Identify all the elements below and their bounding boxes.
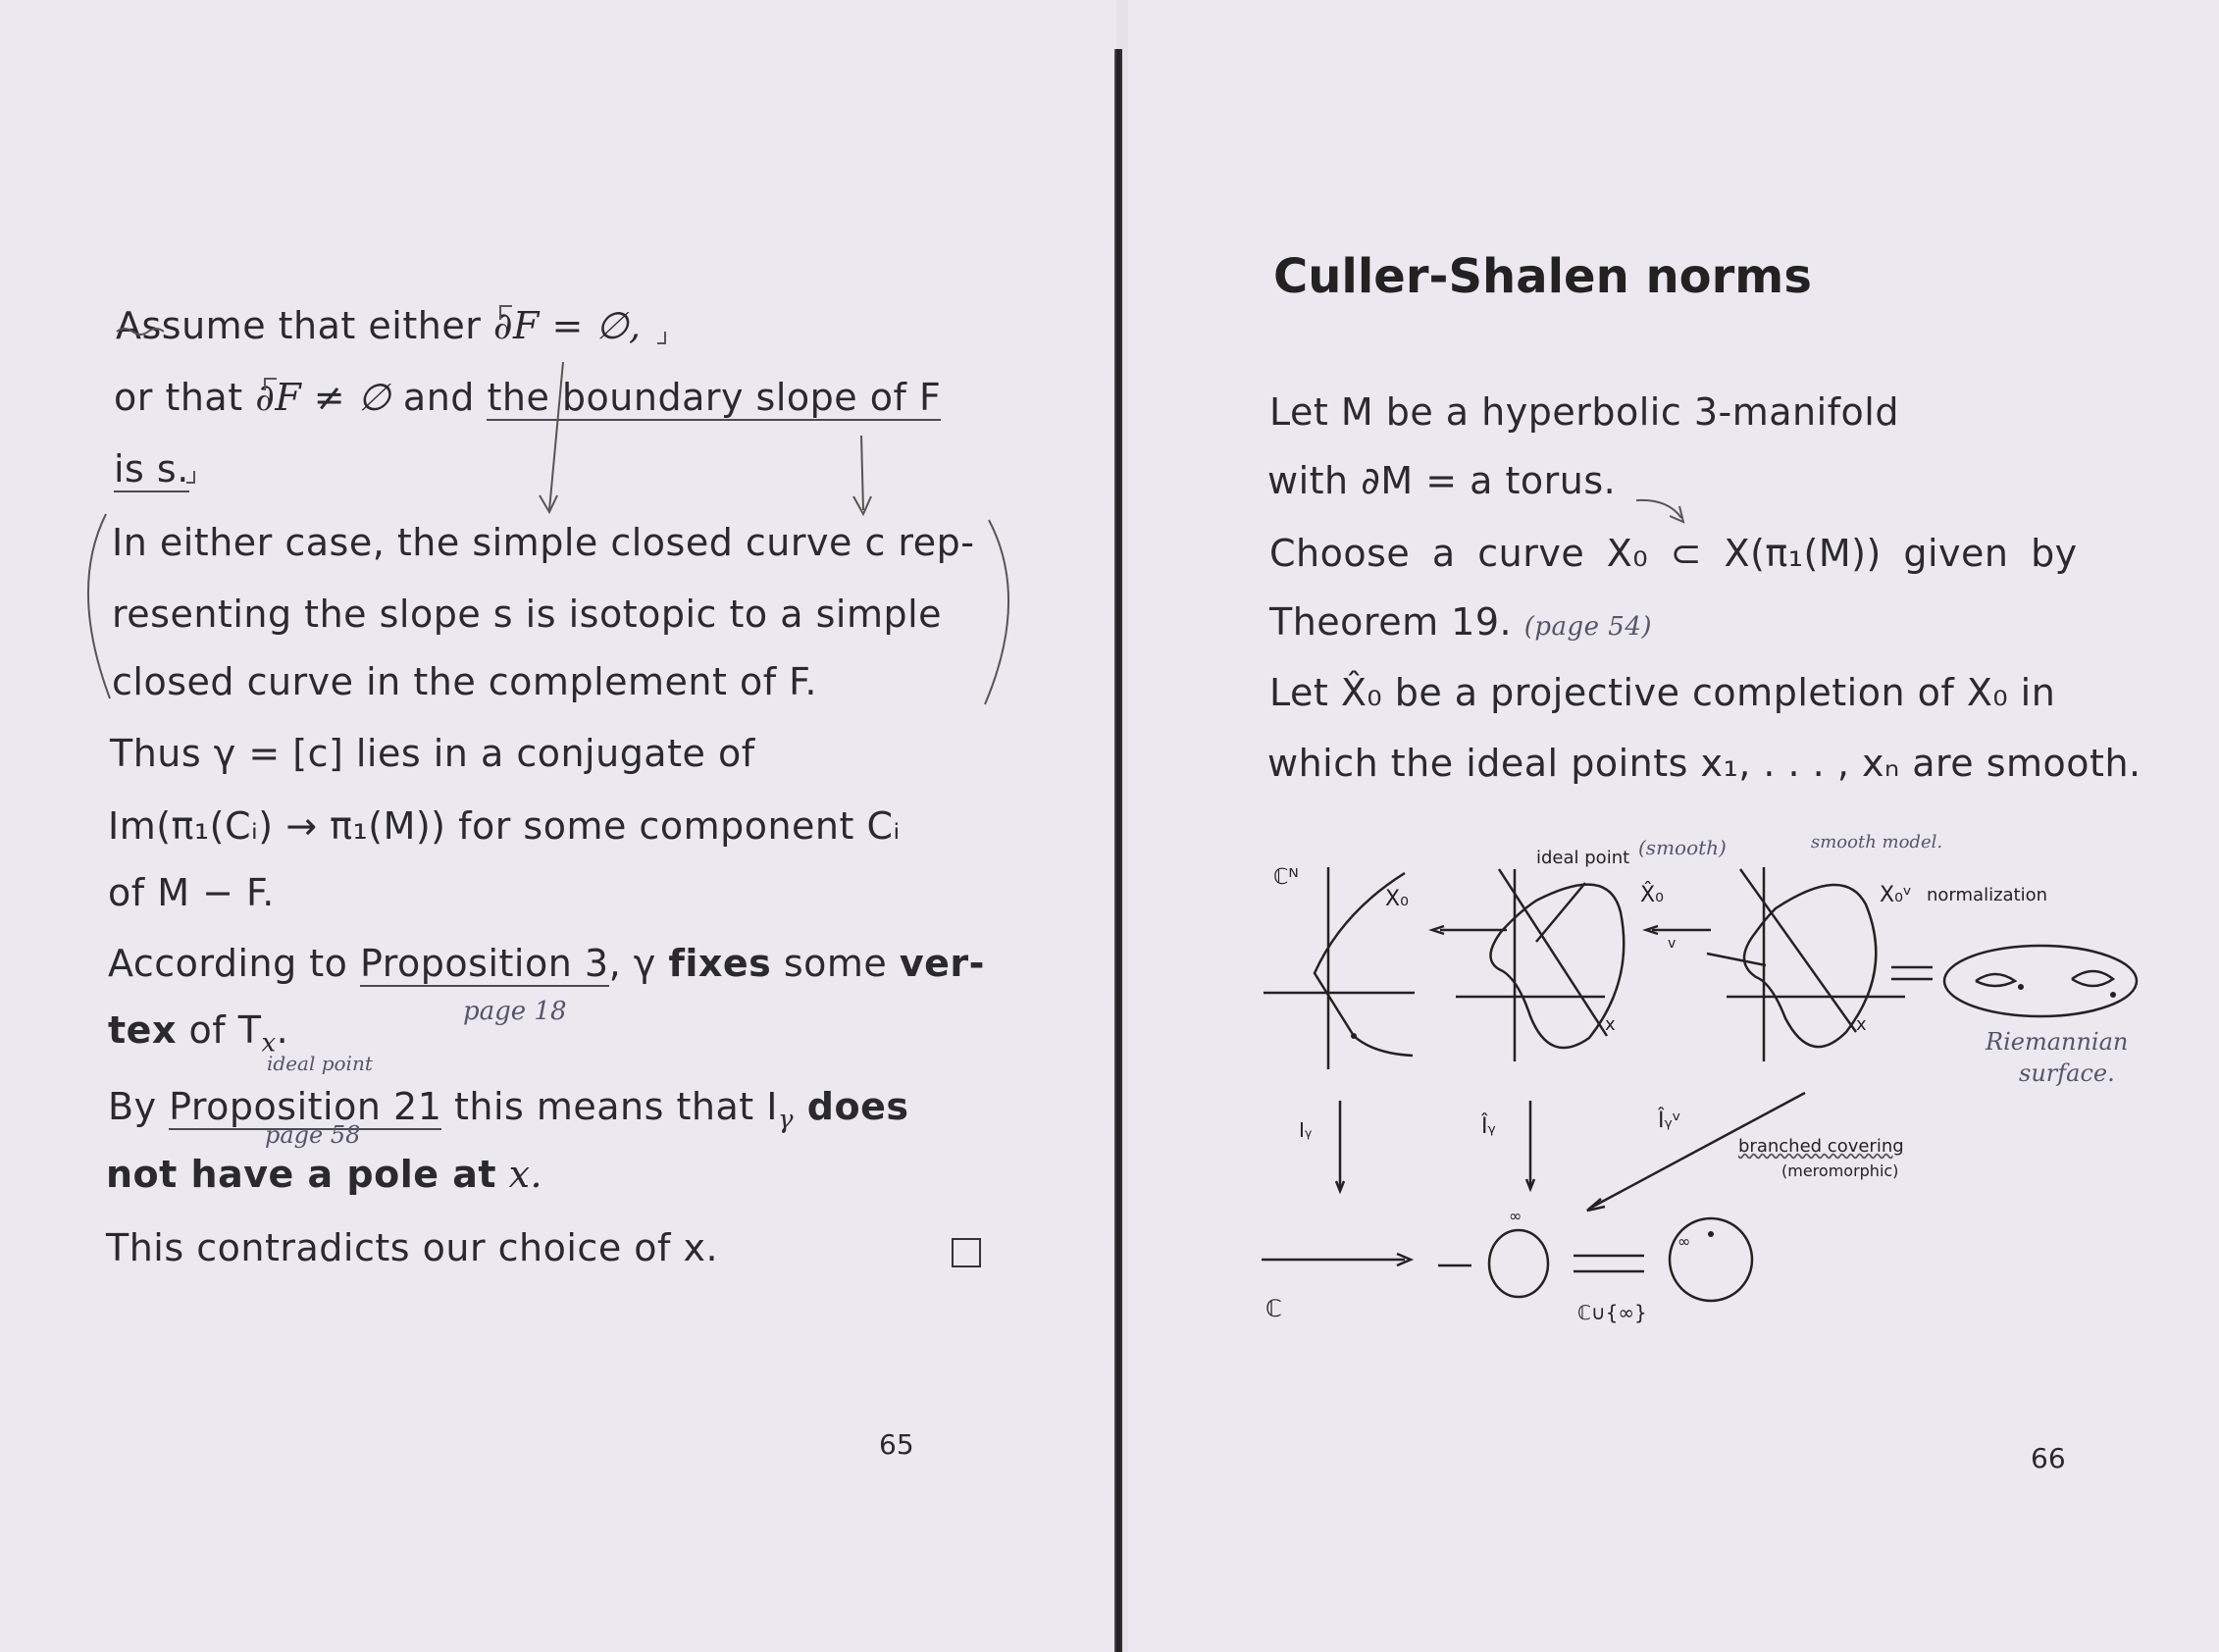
right-line-2: with ∂M = a torus.	[1267, 459, 1617, 502]
riemann-sphere	[1670, 1218, 1752, 1301]
line-x0check	[1740, 869, 1856, 1032]
riemannian-note: Riemannian	[1986, 1028, 2129, 1056]
assume-text: Assume that either	[116, 304, 493, 347]
does-bold: does	[794, 1085, 909, 1128]
sphere-top-point	[1708, 1231, 1714, 1237]
page-54-note: (page 54)	[1523, 612, 1653, 642]
im-line: Im(π₁(Cᵢ) → π₁(M)) for some component Cᵢ	[108, 804, 901, 848]
x0check-label: X₀ᵛ	[1880, 883, 1913, 907]
x0hat-label: X̂₀	[1640, 883, 1664, 907]
c-union-inf-label: ℂ∪{∞}	[1577, 1301, 1647, 1324]
arrow-line-right	[861, 436, 863, 510]
or-that-math: ∂F ≠ ∅	[255, 376, 391, 419]
corner-mark-3	[265, 379, 277, 390]
cn-label: ℂᴺ	[1273, 865, 1299, 890]
thus-line: Thus γ = [c] lies in a conjugate of	[110, 732, 755, 775]
ideal-point-pointer	[1536, 883, 1585, 942]
prop3-mid2: some	[771, 942, 900, 985]
right-line-6: which the ideal points x₁, . . . , xₙ are smooth.	[1267, 742, 2142, 785]
corner-mark-4	[186, 471, 194, 483]
arrow-line-left	[549, 362, 563, 510]
v-label: v	[1668, 936, 1677, 952]
is-s-text: is s.	[114, 447, 189, 490]
i-gamma-hat-label: Îᵧ	[1481, 1114, 1496, 1139]
not-pole-bold: not have a pole at	[106, 1153, 497, 1196]
assume-math: ∂F = ∅,	[492, 304, 642, 347]
x-label-1: x	[1605, 1014, 1616, 1035]
meromorphic-label: (meromorphic)	[1781, 1162, 1899, 1180]
contradiction-line: This contradicts our choice of x.	[106, 1226, 719, 1269]
i-gamma-check-label: Îᵧᵛ	[1658, 1109, 1681, 1133]
prop21-rest: this means that I	[441, 1085, 778, 1128]
prop3-mid: , γ	[608, 942, 669, 985]
torus-arrow	[1636, 500, 1681, 518]
x-label-2: x	[1856, 1014, 1867, 1035]
ideal-point-label: ideal point	[1536, 848, 1630, 868]
corner-mark-1	[500, 306, 512, 320]
theorem-19-text: Theorem 19.	[1269, 600, 1513, 644]
corner-mark-2	[657, 332, 665, 343]
normalization-pointer	[1707, 954, 1766, 965]
equals-bottom	[1574, 1256, 1644, 1271]
infinity-sphere-label: ∞	[1677, 1232, 1691, 1251]
x0-label: X₀	[1385, 887, 1409, 911]
page-number-66: 66	[2031, 1442, 2066, 1474]
tex-bold: tex	[108, 1008, 177, 1052]
riemann-point-1	[2018, 984, 2024, 990]
of-m-f-line: of M − F.	[108, 871, 275, 914]
tex-rest: of T	[176, 1008, 262, 1052]
right-paren-curve	[985, 520, 1008, 704]
infinity-top-label: ∞	[1509, 1207, 1522, 1225]
either-case-line-3: closed curve in the complement of F.	[112, 660, 817, 703]
boundary-slope-text: the boundary slope of F	[487, 376, 942, 419]
page-title: Culler-Shalen norms	[1273, 249, 1812, 304]
branched-covering-label: branched covering	[1738, 1136, 1904, 1157]
riemann-hole-1	[1976, 974, 2015, 986]
smooth-model-note: smooth model.	[1811, 832, 1943, 852]
equals-top	[1891, 967, 1933, 979]
either-case-line-1: In either case, the simple closed curve c rep-	[112, 521, 975, 564]
tex-line: tex of $T_x$.	[108, 1008, 289, 1058]
either-case-line-2: resenting the slope s is isotopic to a simple	[112, 593, 943, 636]
i-gamma-label: Iᵧ	[1299, 1118, 1313, 1142]
ver-bold: ver-	[899, 942, 985, 985]
page-58-note: page 58	[265, 1121, 361, 1149]
or-that-text: or that	[114, 376, 256, 419]
prop21-sub: γ	[777, 1105, 795, 1135]
ideal-point-note: ideal point	[267, 1052, 373, 1075]
proposition-3-link[interactable]: Proposition 3	[360, 942, 609, 985]
riemann-point-2	[2110, 992, 2116, 998]
tex-sub: x	[261, 1028, 277, 1058]
x0-end-point	[1351, 1033, 1357, 1039]
normalization-label: normalization	[1927, 885, 2048, 905]
not-pole-x: x.	[496, 1153, 543, 1196]
arrow-head-left	[540, 495, 557, 512]
smooth-note: (smooth)	[1638, 836, 1727, 859]
or-that-and: and	[390, 376, 488, 419]
left-paren-curve	[88, 514, 110, 698]
right-line-3: Choose a curve X₀ ⊂ X(π₁(M)) given by	[1269, 532, 2078, 575]
proposition-21-link[interactable]: Proposition 21	[169, 1085, 442, 1128]
curve-x0hat	[1490, 885, 1624, 1048]
page-number-65: 65	[879, 1428, 914, 1461]
right-line-5: Let X̂₀ be a projective completion of X₀ in	[1269, 671, 2056, 714]
scribble-mark	[117, 329, 164, 335]
prop3-pre: According to	[108, 942, 361, 985]
fixes-bold: fixes	[668, 942, 772, 985]
prop21-pre: By	[108, 1085, 170, 1128]
c-label: ℂ	[1265, 1295, 1282, 1322]
sphere-point	[1489, 1230, 1548, 1297]
right-line-1: Let M be a hyperbolic 3-manifold	[1269, 390, 1899, 434]
page-18-note: page 18	[463, 997, 567, 1026]
riemann-hole-2	[2072, 971, 2113, 986]
surface-note: surface.	[2019, 1059, 2115, 1087]
